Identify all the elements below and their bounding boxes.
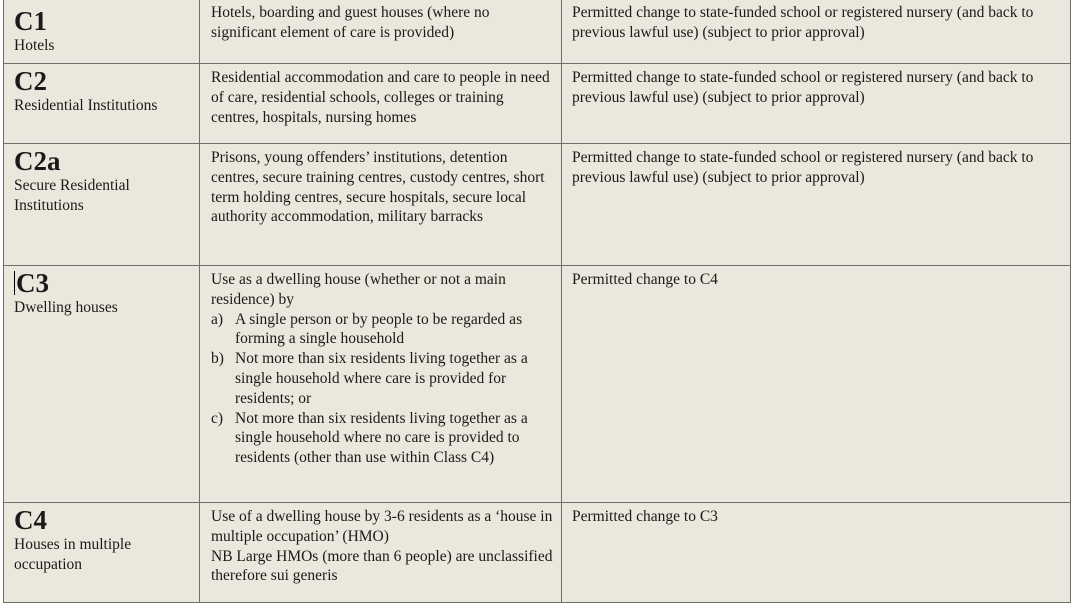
description-cell — [200, 64, 562, 144]
class-name: Secure Residential Institutions — [14, 177, 130, 214]
description-cell — [200, 266, 562, 503]
class-code: C1 — [14, 6, 47, 36]
permitted-change-text: Permitted change to C4 — [572, 271, 718, 288]
permitted-change-cell — [562, 266, 1071, 503]
description-list — [211, 310, 555, 468]
permitted-change-text: Permitted change to state-funded school or registered nursery (and back to previous lawful use) (subject to prior approval) — [572, 4, 1034, 41]
class-name: Houses in multiple occupation — [14, 536, 132, 573]
class-name: Residential Institutions — [14, 97, 158, 114]
list-item-text: Not more than six residents living together as a single household where no care is provided to residents (other than use within Class C4) — [235, 409, 528, 467]
list-item-text: A single person or by people to be regarded as forming a single household — [235, 310, 523, 348]
list-item — [211, 310, 555, 350]
use-classes-table — [3, 0, 1071, 603]
class-code: C2a — [14, 146, 61, 176]
permitted-change-text: Permitted change to state-funded school or registered nursery (and back to previous lawful use) (subject to prior approval) — [572, 149, 1034, 186]
class-cell — [4, 266, 200, 503]
description-cell — [200, 144, 562, 266]
table-row — [4, 503, 1071, 603]
table-row — [4, 144, 1071, 266]
permitted-change-cell — [562, 64, 1071, 144]
list-marker: c) — [211, 409, 224, 427]
description-text: Use of a dwelling house by 3-6 residents as a ‘house in multiple occupation’ (HMO) — [211, 508, 553, 545]
table-row — [4, 0, 1071, 64]
description-cell — [200, 503, 562, 603]
table-row — [4, 64, 1071, 144]
description-intro: Use as a dwelling house (whether or not a main residence) by — [211, 271, 506, 308]
list-item — [211, 349, 555, 408]
permitted-change-text: Permitted change to C3 — [572, 508, 718, 525]
permitted-change-cell — [562, 144, 1071, 266]
description-cell — [200, 0, 562, 64]
class-code: C4 — [14, 505, 47, 535]
class-cell — [4, 64, 200, 144]
class-cell — [4, 144, 200, 266]
description-note: NB Large HMOs (more than 6 people) are unclassified therefore sui generis — [211, 547, 553, 585]
permitted-change-text: Permitted change to state-funded school or registered nursery (and back to previous lawful use) (subject to prior approval) — [572, 69, 1034, 106]
permitted-change-cell — [562, 503, 1071, 603]
list-item-text: Not more than six residents living together as a single household where care is provided for residents; or — [235, 350, 528, 407]
class-code: C2 — [14, 66, 47, 96]
table-row — [4, 266, 1071, 503]
list-item — [211, 409, 555, 468]
class-code: C3 — [16, 268, 49, 298]
description-text: Residential accommodation and care to people in need of care, residential schools, colleges or training centres, hospitals, nursing homes — [211, 69, 550, 126]
description-text: Hotels, boarding and guest houses (where no significant element of care is provided) — [211, 4, 490, 41]
class-cell — [4, 0, 200, 64]
list-marker: a) — [211, 310, 224, 328]
list-marker: b) — [211, 350, 224, 368]
class-name: Dwelling houses — [14, 299, 118, 316]
class-name: Hotels — [14, 37, 55, 54]
permitted-change-cell — [562, 0, 1071, 64]
description-text: Prisons, young offenders’ institutions, detention centres, secure training centres, custody centres, short term holding centres, secure hospitals, secure local authority accommodation, military barracks — [211, 149, 545, 226]
class-cell — [4, 503, 200, 603]
class-code-with-cursor — [14, 268, 199, 298]
text-cursor — [14, 271, 15, 295]
